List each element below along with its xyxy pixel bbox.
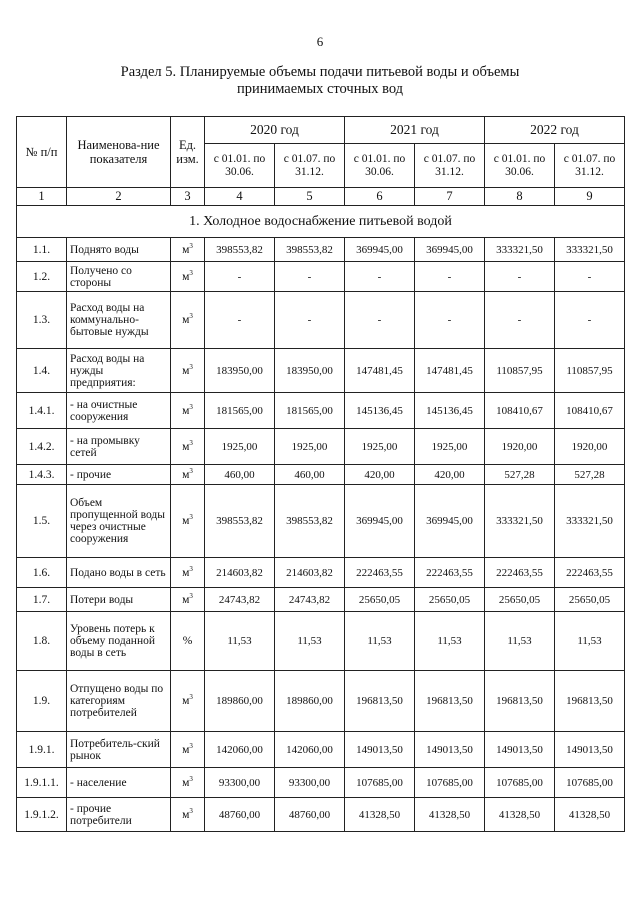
row-value: 41328,50: [555, 798, 625, 832]
row-value: 110857,95: [555, 349, 625, 393]
table-row: [17, 429, 625, 465]
section-heading-line2: принимаемых сточных вод: [236, 81, 404, 97]
page-number: 6: [316, 34, 324, 49]
row-unit: [171, 558, 205, 588]
column-number: 4: [205, 188, 275, 206]
table-row: [17, 292, 625, 349]
row-value: 189860,00: [205, 671, 275, 732]
table-row: [17, 465, 625, 485]
row-value: 25650,05: [415, 588, 485, 612]
row-value: -: [485, 262, 555, 292]
unit-symbol: м: [182, 776, 190, 789]
row-number: 1.9.1.1.: [17, 768, 67, 798]
header-name: Наименова-ние показателя: [67, 117, 171, 188]
row-value: 1920,00: [555, 429, 625, 465]
row-indicator-name: - на очистные сооружения: [67, 393, 171, 429]
row-value: 398553,82: [205, 485, 275, 558]
row-value: -: [345, 262, 415, 292]
unit-symbol: м: [182, 270, 190, 283]
row-value: 107685,00: [345, 768, 415, 798]
row-value: -: [205, 292, 275, 349]
row-value: 222463,55: [415, 558, 485, 588]
header-year-2020: 2020 год: [205, 117, 345, 144]
row-value: 107685,00: [555, 768, 625, 798]
header-period: с 01.01. по 30.06.: [485, 144, 555, 188]
row-value: 48760,00: [275, 798, 345, 832]
table-row: [17, 671, 625, 732]
row-value: 93300,00: [275, 768, 345, 798]
column-number: 8: [485, 188, 555, 206]
column-number: 7: [415, 188, 485, 206]
unit-exponent: 3: [189, 741, 193, 750]
row-value: 222463,55: [345, 558, 415, 588]
row-value: 149013,50: [415, 732, 485, 768]
row-value: 1925,00: [205, 429, 275, 465]
row-unit: [171, 262, 205, 292]
row-indicator-name: Поднято воды: [67, 238, 171, 262]
row-value: -: [415, 292, 485, 349]
row-value: 189860,00: [275, 671, 345, 732]
unit-exponent: 3: [189, 693, 193, 702]
table-row: [17, 612, 625, 671]
unit-symbol: м: [182, 404, 190, 417]
unit-symbol: м: [182, 364, 190, 377]
row-value: 24743,82: [275, 588, 345, 612]
row-indicator-name: Потребитель-ский рынок: [67, 732, 171, 768]
unit-symbol: %: [182, 635, 193, 647]
header-period: с 01.07. по 31.12.: [275, 144, 345, 188]
row-value: 24743,82: [205, 588, 275, 612]
row-value: 107685,00: [415, 768, 485, 798]
row-value: 108410,67: [485, 393, 555, 429]
row-value: 11,53: [345, 612, 415, 671]
row-value: 11,53: [555, 612, 625, 671]
table-row: [17, 798, 625, 832]
row-unit: [171, 238, 205, 262]
table-row: [17, 349, 625, 393]
header-year-2022: 2022 год: [485, 117, 625, 144]
unit-exponent: 3: [189, 806, 193, 815]
row-value: 142060,00: [205, 732, 275, 768]
row-number: 1.5.: [17, 485, 67, 558]
row-value: -: [555, 262, 625, 292]
row-value: 110857,95: [485, 349, 555, 393]
row-value: 222463,55: [485, 558, 555, 588]
table-row: [17, 768, 625, 798]
table-row: [17, 262, 625, 292]
row-value: 420,00: [415, 465, 485, 485]
row-number: 1.6.: [17, 558, 67, 588]
section-heading: [60, 64, 580, 98]
row-value: 527,28: [485, 465, 555, 485]
table-row: [17, 588, 625, 612]
row-value: 147481,45: [345, 349, 415, 393]
row-value: 369945,00: [345, 238, 415, 262]
row-indicator-name: Расход воды на нужды предприятия:: [67, 349, 171, 393]
unit-symbol: м: [182, 743, 190, 756]
row-number: 1.9.: [17, 671, 67, 732]
row-value: 93300,00: [205, 768, 275, 798]
section-row: [17, 206, 625, 238]
row-value: 149013,50: [345, 732, 415, 768]
unit-exponent: 3: [189, 513, 193, 522]
row-number: 1.4.3.: [17, 465, 67, 485]
unit-exponent: 3: [189, 402, 193, 411]
row-value: 25650,05: [485, 588, 555, 612]
row-value: 196813,50: [415, 671, 485, 732]
header-period: с 01.01. по 30.06.: [345, 144, 415, 188]
row-unit: [171, 292, 205, 349]
unit-exponent: 3: [189, 438, 193, 447]
row-unit: [171, 349, 205, 393]
column-number: 9: [555, 188, 625, 206]
row-value: 333321,50: [555, 485, 625, 558]
row-value: 41328,50: [485, 798, 555, 832]
column-number: 1: [17, 188, 67, 206]
row-value: 1925,00: [275, 429, 345, 465]
row-value: 398553,82: [275, 485, 345, 558]
row-indicator-name: - население: [67, 768, 171, 798]
row-number: 1.2.: [17, 262, 67, 292]
row-value: 369945,00: [345, 485, 415, 558]
column-number: 2: [67, 188, 171, 206]
row-number: 1.9.1.: [17, 732, 67, 768]
row-value: -: [555, 292, 625, 349]
row-value: 420,00: [345, 465, 415, 485]
row-number: 1.4.2.: [17, 429, 67, 465]
table-row: [17, 238, 625, 262]
row-value: 25650,05: [345, 588, 415, 612]
row-indicator-name: - прочие потребители: [67, 798, 171, 832]
column-number: 5: [275, 188, 345, 206]
row-value: 11,53: [415, 612, 485, 671]
table-row: [17, 485, 625, 558]
row-number: 1.4.1.: [17, 393, 67, 429]
unit-symbol: м: [182, 566, 190, 579]
unit-symbol: м: [182, 808, 190, 821]
row-value: 11,53: [485, 612, 555, 671]
row-value: 41328,50: [345, 798, 415, 832]
row-number: 1.8.: [17, 612, 67, 671]
row-value: 214603,82: [205, 558, 275, 588]
row-value: 1925,00: [345, 429, 415, 465]
header-unit: Ед. изм.: [171, 117, 205, 188]
row-unit: [171, 588, 205, 612]
unit-symbol: м: [182, 695, 190, 707]
row-unit: [171, 798, 205, 832]
row-value: 214603,82: [275, 558, 345, 588]
row-value: 145136,45: [345, 393, 415, 429]
water-volumes-table: [16, 116, 625, 832]
row-value: -: [205, 262, 275, 292]
row-value: 222463,55: [555, 558, 625, 588]
row-indicator-name: Уровень потерь к объему поданной воды в сеть: [67, 612, 171, 671]
unit-symbol: м: [182, 515, 190, 527]
column-numbers-row: [17, 188, 625, 206]
row-indicator-name: Отпущено воды по категориям потребителей: [67, 671, 171, 732]
header-no: № п/п: [17, 117, 67, 188]
row-value: 149013,50: [555, 732, 625, 768]
row-value: 527,28: [555, 465, 625, 485]
unit-symbol: м: [182, 468, 190, 481]
row-value: 11,53: [205, 612, 275, 671]
row-indicator-name: Получено со стороны: [67, 262, 171, 292]
row-number: 1.4.: [17, 349, 67, 393]
unit-symbol: м: [182, 593, 190, 606]
unit-exponent: 3: [189, 591, 193, 600]
table-row: [17, 393, 625, 429]
row-value: 398553,82: [205, 238, 275, 262]
unit-exponent: 3: [189, 268, 193, 277]
row-value: 196813,50: [345, 671, 415, 732]
row-value: 149013,50: [485, 732, 555, 768]
row-unit: [171, 465, 205, 485]
row-value: 196813,50: [555, 671, 625, 732]
header-year-2021: 2021 год: [345, 117, 485, 144]
unit-exponent: 3: [189, 466, 193, 475]
section-heading-line1: Раздел 5. Планируемые объемы подачи питьевой воды и объемы: [120, 64, 520, 80]
row-indicator-name: Расход воды на коммунально-бытовые нужды: [67, 292, 171, 349]
unit-symbol: м: [182, 314, 190, 326]
unit-exponent: 3: [189, 564, 193, 573]
row-indicator-name: Потери воды: [67, 588, 171, 612]
row-value: 48760,00: [205, 798, 275, 832]
row-value: -: [275, 262, 345, 292]
unit-exponent: 3: [189, 774, 193, 783]
row-value: -: [485, 292, 555, 349]
header-period: с 01.01. по 30.06.: [205, 144, 275, 188]
row-value: 147481,45: [415, 349, 485, 393]
row-value: 460,00: [205, 465, 275, 485]
row-unit: [171, 671, 205, 732]
row-value: 25650,05: [555, 588, 625, 612]
row-value: 369945,00: [415, 238, 485, 262]
row-value: 145136,45: [415, 393, 485, 429]
unit-symbol: м: [182, 243, 190, 256]
row-value: 183950,00: [205, 349, 275, 393]
row-value: -: [275, 292, 345, 349]
row-unit: [171, 429, 205, 465]
row-unit: [171, 393, 205, 429]
unit-symbol: м: [182, 440, 190, 453]
column-number: 3: [171, 188, 205, 206]
row-unit: [171, 768, 205, 798]
header-period: с 01.07. по 31.12.: [415, 144, 485, 188]
row-value: 107685,00: [485, 768, 555, 798]
section-title: 1. Холодное водоснабжение питьевой водой: [17, 206, 625, 238]
unit-exponent: 3: [189, 362, 193, 371]
row-value: 196813,50: [485, 671, 555, 732]
row-value: 1925,00: [415, 429, 485, 465]
table-row: [17, 732, 625, 768]
row-value: 369945,00: [415, 485, 485, 558]
row-number: 1.7.: [17, 588, 67, 612]
row-value: -: [345, 292, 415, 349]
row-indicator-name: - прочие: [67, 465, 171, 485]
row-value: 1920,00: [485, 429, 555, 465]
header-period: с 01.07. по 31.12.: [555, 144, 625, 188]
row-indicator-name: - на промывку сетей: [67, 429, 171, 465]
row-indicator-name: Объем пропущенной воды через очистные сооружения: [67, 485, 171, 558]
column-number: 6: [345, 188, 415, 206]
row-unit: [171, 732, 205, 768]
table-row: [17, 558, 625, 588]
row-value: 142060,00: [275, 732, 345, 768]
row-value: -: [415, 262, 485, 292]
row-unit: [171, 612, 205, 671]
row-number: 1.3.: [17, 292, 67, 349]
row-value: 183950,00: [275, 349, 345, 393]
row-number: 1.9.1.2.: [17, 798, 67, 832]
row-value: 181565,00: [205, 393, 275, 429]
row-value: 333321,50: [485, 485, 555, 558]
row-value: 398553,82: [275, 238, 345, 262]
row-number: 1.1.: [17, 238, 67, 262]
row-value: 333321,50: [555, 238, 625, 262]
row-value: 181565,00: [275, 393, 345, 429]
unit-exponent: 3: [189, 241, 193, 250]
row-value: 11,53: [275, 612, 345, 671]
row-value: 108410,67: [555, 393, 625, 429]
unit-exponent: 3: [189, 312, 193, 321]
row-unit: [171, 485, 205, 558]
row-indicator-name: Подано воды в сеть: [67, 558, 171, 588]
row-value: 460,00: [275, 465, 345, 485]
row-value: 41328,50: [415, 798, 485, 832]
row-value: 333321,50: [485, 238, 555, 262]
